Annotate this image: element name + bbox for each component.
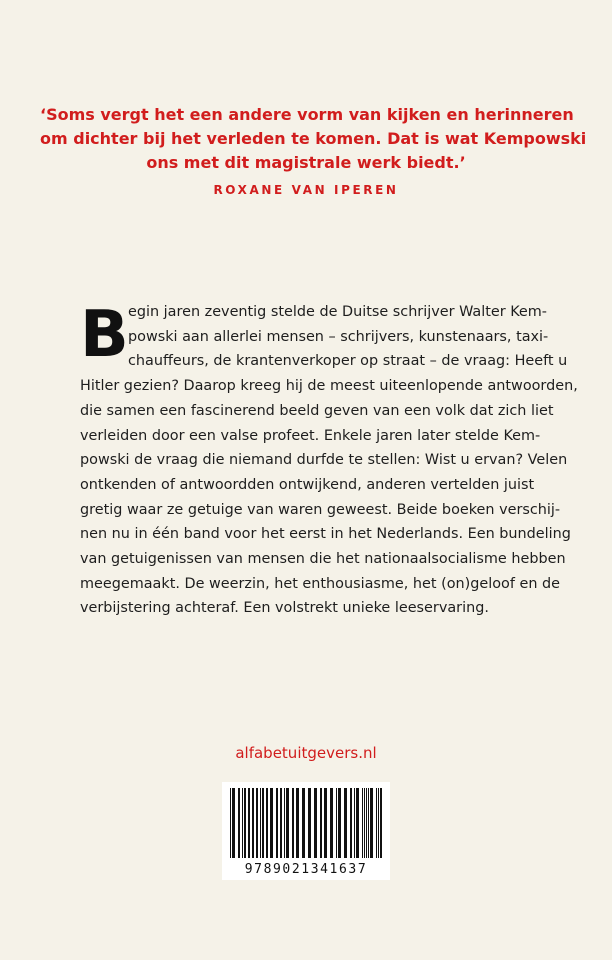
blurb-line: van getuigenissen van mensen die het nationaalsocialisme hebben: [80, 551, 566, 568]
barcode-bar: [330, 788, 333, 858]
barcode-bar: [248, 788, 250, 858]
barcode-bar: [364, 788, 365, 858]
barcode-bar: [350, 788, 352, 858]
dropcap-paragraph-start: [80, 298, 568, 374]
blurb-line: verleiden door een valse profeet. Enkele jaren later stelde Kem-: [80, 427, 541, 444]
barcode-bar: [370, 788, 373, 858]
barcode-bar: [286, 788, 289, 858]
blurb-line: meegemaakt. De weerzin, het enthousiasme, het (on)geloof en de: [80, 575, 561, 592]
barcode-bar: [314, 788, 317, 858]
barcode-bar: [232, 788, 235, 858]
barcode-bar: [260, 788, 261, 858]
barcode-bar: [270, 788, 273, 858]
blurb-line: egin jaren zeventig stelde de Duitse schrijver Walter Kem-: [128, 304, 547, 320]
barcode-bar: [292, 788, 294, 858]
barcode-bar: [336, 788, 337, 858]
barcode-bar: [284, 788, 285, 858]
barcode-bar: [252, 788, 254, 858]
barcode-bar: [338, 788, 341, 858]
barcode-bar: [344, 788, 347, 858]
blurb-line: chauffeurs, de krantenverkoper op straat – de vraag: Heeft u: [128, 353, 568, 370]
barcode-bar: [296, 788, 299, 858]
publisher-website: alfabetuitgevers.nl: [235, 744, 377, 762]
quote-attribution: ROXANE VAN IPEREN: [213, 183, 399, 197]
barcode-bar: [230, 788, 231, 858]
barcode-bar: [354, 788, 355, 858]
barcode-bar: [280, 788, 282, 858]
blurb-line: Hitler gezien? Daarop kreeg hij de meest uiteenlopende antwoorden,: [80, 378, 578, 395]
blurb-text: [80, 298, 578, 621]
barcode-bar: [256, 788, 258, 858]
blurb-line: powski de vraag die niemand durfde te stellen: Wist u ervan? Velen: [80, 452, 568, 469]
barcode-bar: [380, 788, 382, 858]
blurb-line: powski aan allerlei mensen – schrijvers, kunstenaars, taxi-: [128, 328, 549, 345]
isbn-barcode: [222, 782, 390, 880]
blurb-line: die samen een fascinerend beeld geven van een volk dat zich liet: [80, 402, 554, 419]
quote-line: ons met dit magistrale werk biedt.’: [146, 153, 466, 172]
barcode-bar: [366, 788, 367, 858]
barcode-bar: [378, 788, 379, 858]
quote-line: ‘Soms vergt het een andere vorm van kijken en herinneren: [40, 105, 574, 124]
barcode-bar: [244, 788, 246, 858]
barcode-bar: [362, 788, 363, 858]
isbn-number: 9789021341637: [244, 862, 368, 877]
barcode-bar: [356, 788, 359, 858]
barcode-bar: [376, 788, 377, 858]
barcode-bar: [266, 788, 268, 858]
blurb-line: gretig waar ze getuige van waren geweest. Beide boeken verschij-: [80, 501, 561, 518]
barcode-bar: [320, 788, 322, 858]
blurb-line: nen nu in één band voor het eerst in het Nederlands. Een bundeling: [80, 526, 571, 543]
quote-line: om dichter bij het verleden te komen. Dat is wat Kempowski: [40, 129, 587, 148]
blurb-line: ontkenden of antwoordden ontwijkend, anderen vertelden juist: [80, 476, 535, 493]
blurb-line: verbijstering achteraf. Een volstrekt unieke leeservaring.: [80, 600, 489, 617]
barcode-bar: [308, 788, 311, 858]
barcode-bar: [262, 788, 264, 858]
barcode-bar: [368, 788, 369, 858]
barcode-bar: [324, 788, 327, 858]
barcode-bar: [242, 788, 243, 858]
barcode-bar: [302, 788, 305, 858]
barcode-bars: [222, 782, 390, 862]
quote-block: [40, 103, 587, 175]
barcode-bar: [238, 788, 240, 858]
drop-cap: B: [80, 298, 129, 372]
barcode-bar: [276, 788, 278, 858]
